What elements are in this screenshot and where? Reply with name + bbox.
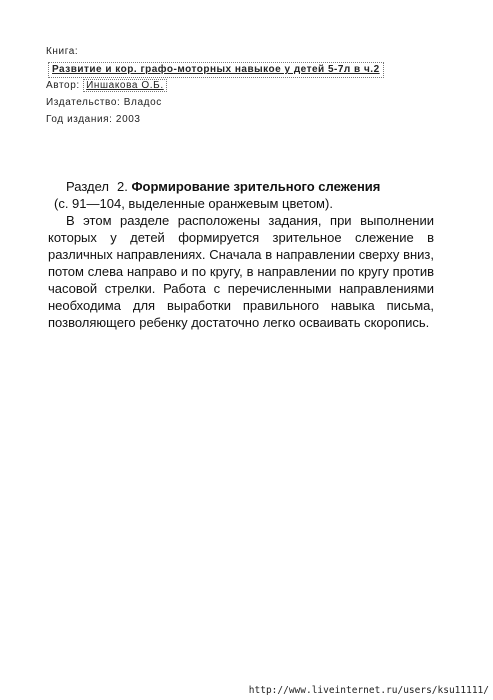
book-label: Книга:: [46, 46, 79, 57]
year-line: Год издания: 2003: [46, 114, 141, 125]
section-body: В этом разделе расположены задания, при выполнении которых у детей формируется зрительное слежение в различных направлениях. Сначала в направлении сверху вниз, потом слева направо и по кругу, в направлении по кругу против часовой стрелки. Работа с перечисленными направлениями необходима для выработки правильного навыка письма, позволяющего ребенку достаточно легко осваивать скоропись.: [48, 213, 434, 330]
publisher-line: Издательство: Владос: [46, 97, 162, 108]
author-label: Автор:: [46, 80, 84, 91]
section-label: Раздел: [66, 179, 109, 194]
book-title-link[interactable]: Развитие и кор. графо-моторных навыкое у детей 5-7л в ч.2: [48, 62, 384, 78]
author-line: [46, 80, 167, 91]
author-link[interactable]: Иншакова О.Б.: [83, 79, 167, 92]
section-heading: [48, 178, 434, 195]
section-page-range: (с. 91—104, выделенные оранжевым цветом).: [54, 196, 333, 211]
section-block: [48, 178, 434, 331]
source-watermark: http://www.liveinternet.ru/users/ksu11111/: [248, 685, 489, 696]
section-number: 2.: [116, 179, 128, 194]
section-title: Формирование зрительного слежения: [131, 179, 381, 194]
